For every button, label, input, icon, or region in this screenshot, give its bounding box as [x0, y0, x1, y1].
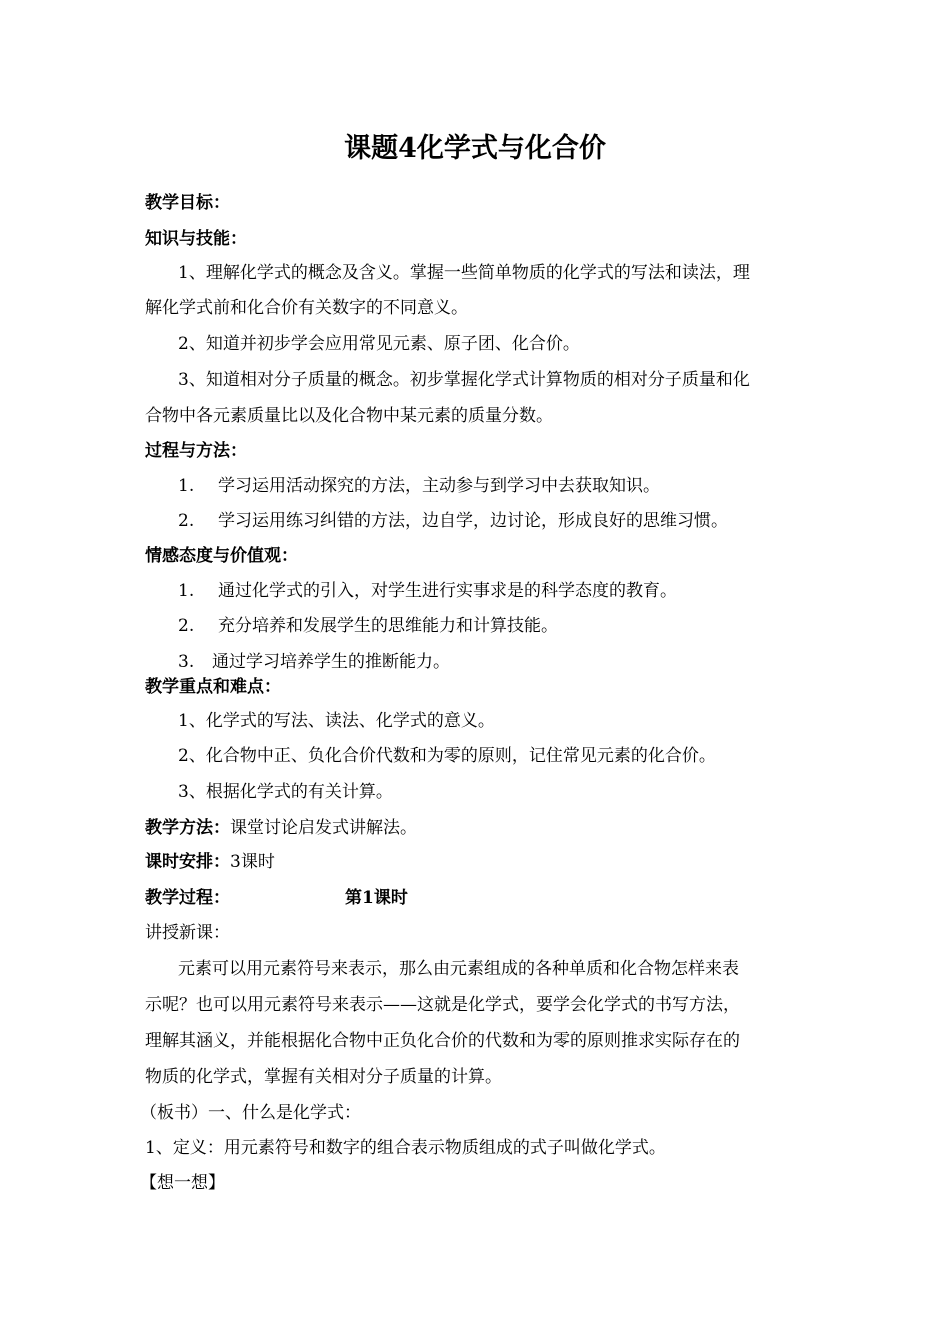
document-title: 课题4化学式与化合价: [344, 133, 606, 164]
emotion-item-3-number: 3.: [178, 652, 195, 672]
emotion-item-1: [178, 580, 843, 602]
teaching-method-label: 教学方法：: [145, 818, 230, 838]
knowledge-item-1-line-1: 1、理解化学式的概念及含义。掌握一些简单物质的化学式的写法和读法，理: [178, 263, 750, 283]
emotion-item-1-text: 通过化学式的引入，对学生进行实事求是的科学态度的教育。: [218, 581, 677, 601]
lesson-schedule-label: 课时安排：: [145, 852, 230, 872]
process-item-2: [178, 510, 843, 532]
lesson-schedule: [145, 851, 810, 873]
process-item-1-text: 学习运用活动探究的方法，主动参与到学习中去获取知识。: [218, 476, 660, 496]
teaching-method-value: 课堂讨论启发式讲解法。: [230, 818, 417, 838]
knowledge-item-1-line-2: 解化学式前和化合价有关数字的不同意义。: [145, 298, 468, 318]
emotion-item-2-number: 2.: [178, 616, 195, 636]
think-prompt: 【想一想】: [140, 1173, 225, 1193]
objectives-heading: 教学目标：: [145, 193, 230, 213]
emotion-item-1-number: 1.: [178, 581, 195, 601]
knowledge-item-3-line-1: 3、知道相对分子质量的概念。初步掌握化学式计算物质的相对分子质量和化: [178, 370, 750, 390]
knowledge-item-2: 2、知道并初步学会应用常见元素、原子团、化合价。: [178, 334, 580, 354]
emotion-item-2: [178, 615, 843, 637]
intro-line-1: 元素可以用元素符号来表示，那么由元素组成的各种单质和化合物怎样来表: [178, 959, 739, 979]
board-note: （板书）一、什么是化学式：: [140, 1103, 361, 1123]
process-heading: 过程与方法：: [145, 441, 247, 461]
lesson-number: 第1课时: [345, 888, 408, 908]
process-item-1-number: 1.: [178, 476, 195, 496]
intro-line-3: 理解其涵义，并能根据化合物中正负化合价的代数和为零的原则推求实际存在的: [145, 1031, 740, 1051]
process-item-2-text: 学习运用练习纠错的方法，边自学，边讨论，形成良好的思维习惯。: [218, 511, 728, 531]
knowledge-item-3-line-2: 合物中各元素质量比以及化合物中某元素的质量分数。: [145, 406, 553, 426]
new-lesson-label: 讲授新课：: [145, 923, 230, 943]
emotion-item-3: [178, 651, 843, 673]
teaching-procedure-label: 教学过程：: [145, 888, 230, 908]
intro-line-4: 物质的化学式，掌握有关相对分子质量的计算。: [145, 1067, 502, 1087]
knowledge-heading: 知识与技能：: [145, 229, 247, 249]
keypoints-heading: 教学重点和难点：: [145, 677, 281, 697]
definition: 1、定义：用元素符号和数字的组合表示物质组成的式子叫做化学式。: [145, 1138, 666, 1158]
process-item-1: [178, 475, 843, 497]
intro-line-2: 示呢？也可以用元素符号来表示——这就是化学式，要学会化学式的书写方法，: [145, 995, 740, 1015]
process-item-2-number: 2.: [178, 511, 195, 531]
keypoint-item-1: 1、化学式的写法、读法、化学式的意义。: [178, 711, 495, 731]
lesson-schedule-value: 3课时: [230, 852, 275, 872]
emotion-item-3-text: 通过学习培养学生的推断能力。: [212, 652, 450, 672]
emotion-item-2-text: 充分培养和发展学生的思维能力和计算技能。: [218, 616, 558, 636]
emotion-heading: 情感态度与价值观：: [145, 546, 298, 566]
teaching-procedure: [145, 887, 810, 909]
keypoint-item-2: 2、化合物中正、负化合价代数和为零的原则，记住常见元素的化合价。: [178, 746, 716, 766]
keypoint-item-3: 3、根据化学式的有关计算。: [178, 782, 393, 802]
teaching-method: [145, 817, 810, 839]
